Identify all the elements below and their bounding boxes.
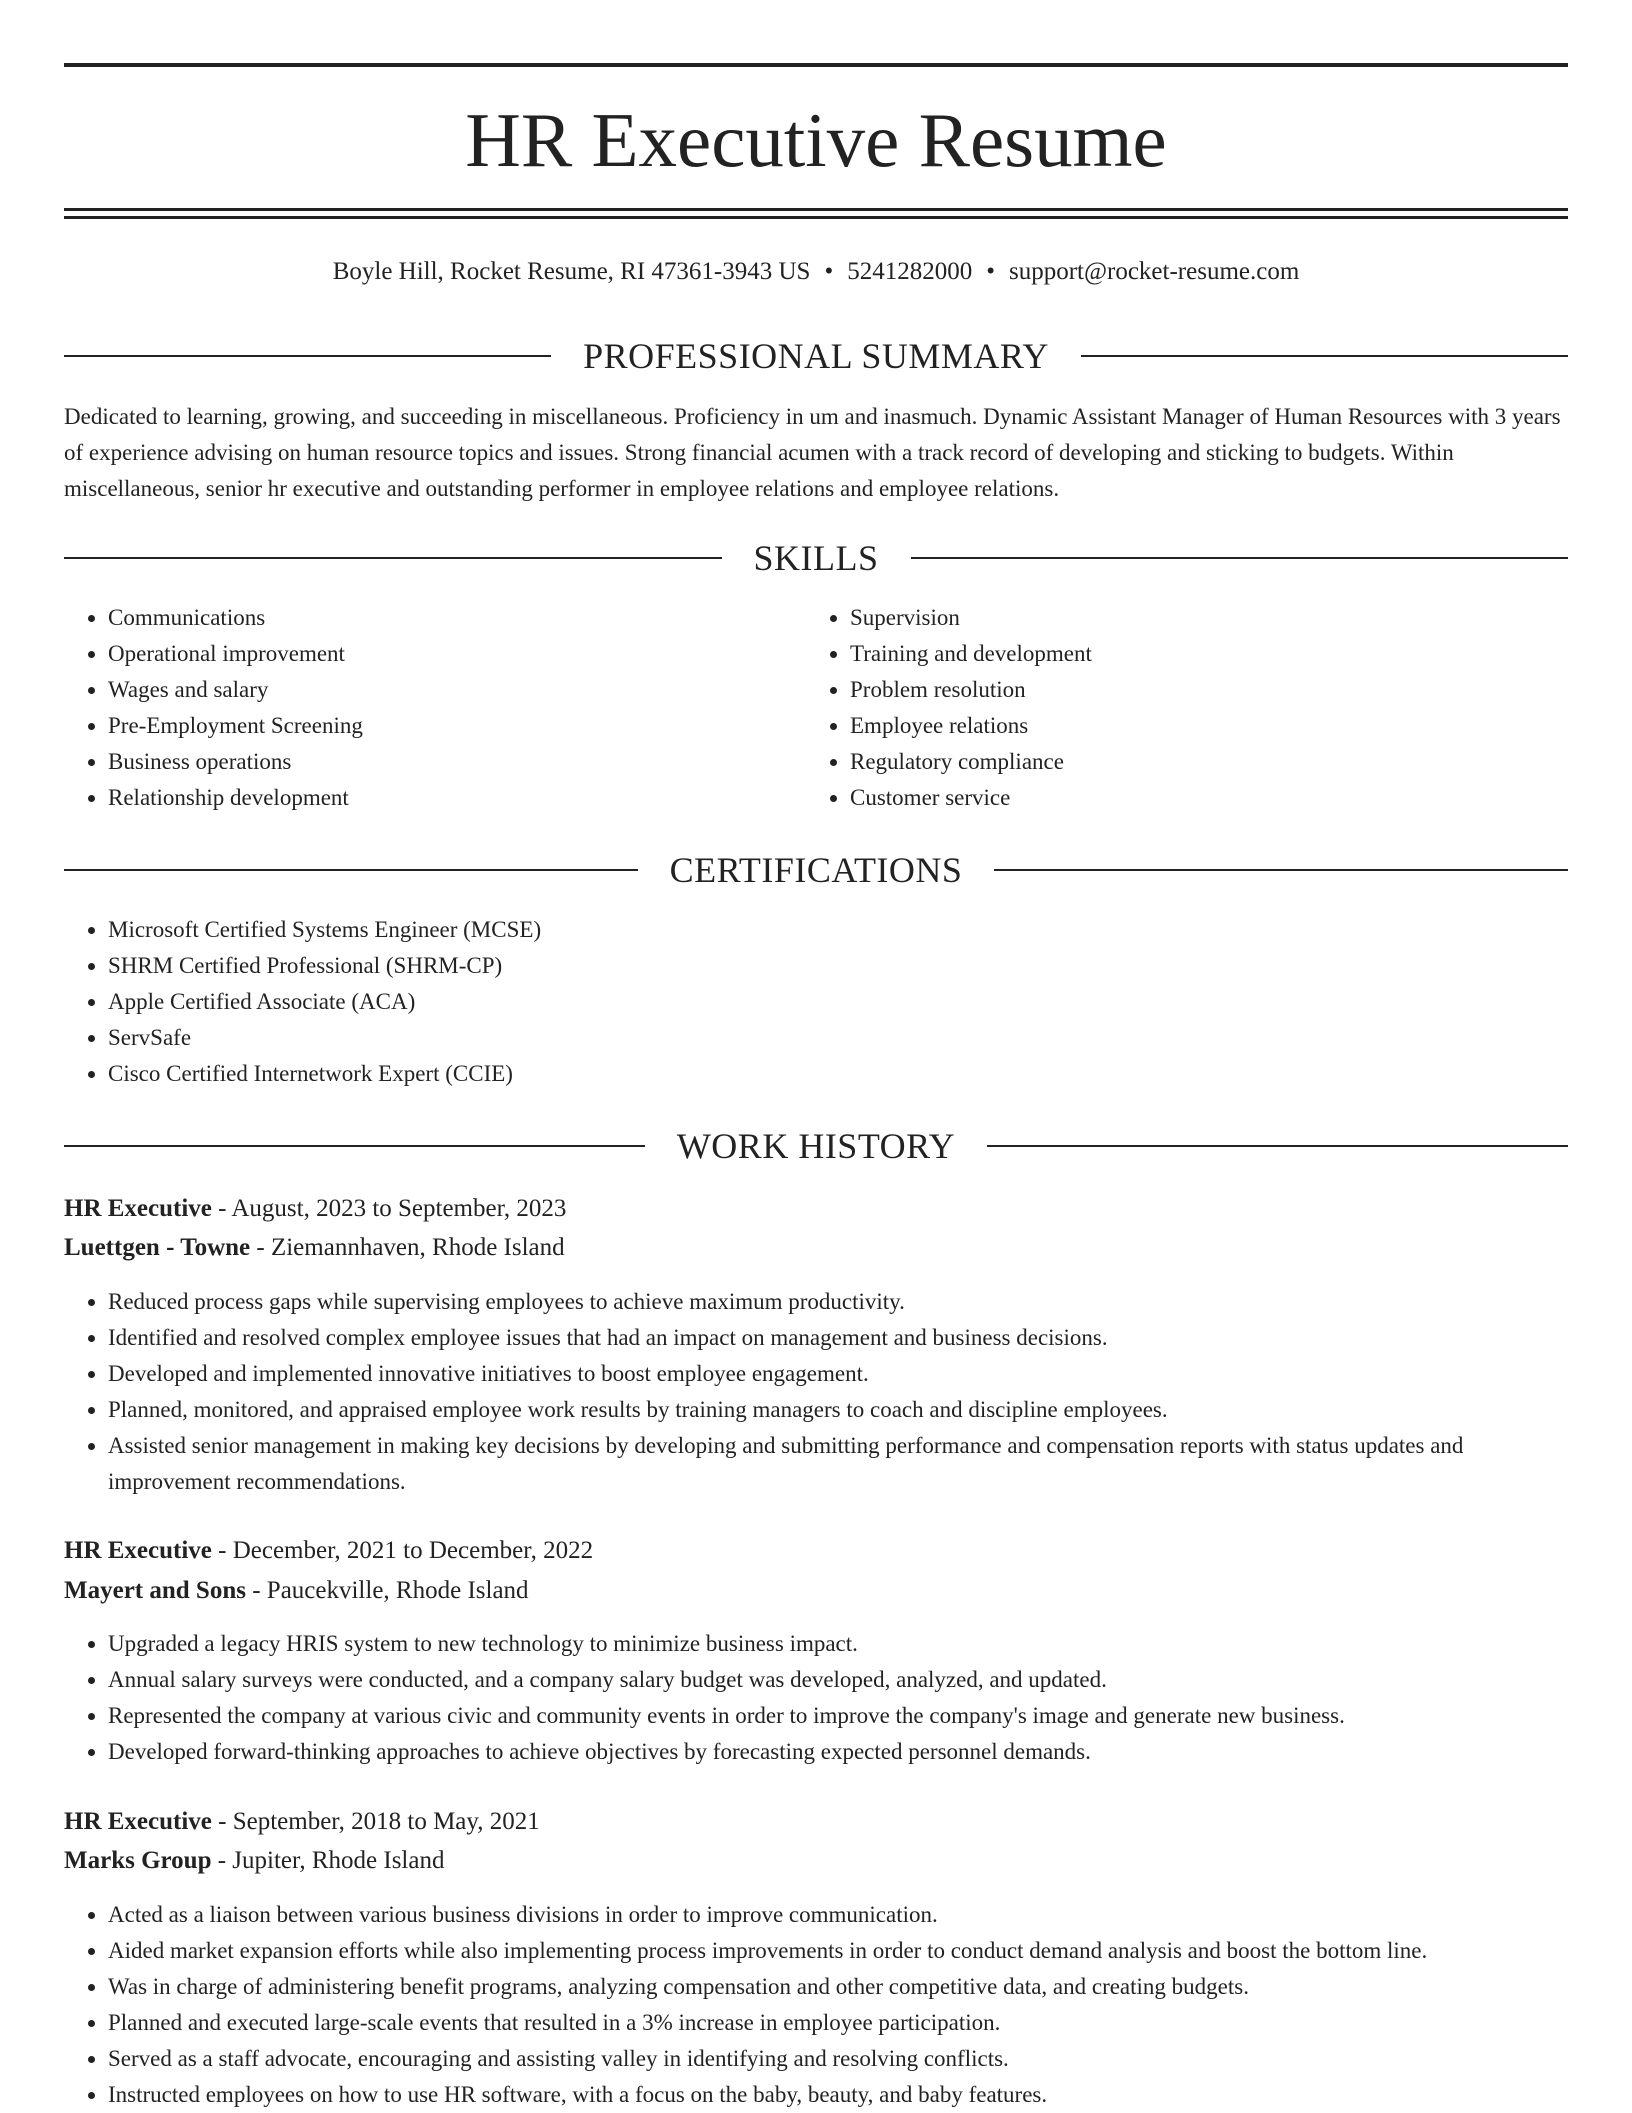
job-bullet-item: • Developed and implemented innovative initiatives to boost employee engagement. [108,1356,1568,1392]
contact-address: Boyle Hill, Rocket Resume, RI 47361-3943 US [332,258,811,285]
title-double-rule [64,208,1568,219]
job-title: HR Executive [64,1195,212,1222]
skills-list-left [64,600,788,816]
job-company-line [64,1230,1568,1266]
contact-line [64,255,1568,289]
job-bullet-item: • Aided market expansion efforts while also implementing process improvements in order to conduct demand analysis and boost the bottom line. [108,1933,1568,1969]
work-history-heading [64,1124,1568,1168]
contact-separator: • [824,258,834,285]
contact-separator: • [986,258,995,285]
job-bullets [64,1897,1568,2113]
job-location: - Ziemannhaven, Rhode Island [250,1234,565,1261]
skill-item: • Regulatory compliance [850,744,1550,780]
summary-heading [64,334,1568,378]
top-rule [64,63,1568,67]
skill-item: • Customer service [850,780,1550,816]
skill-item: • Communications [108,600,788,636]
heading-rule [911,557,1569,559]
job-bullet-item: • Served as a staff advocate, encouraging and assisting valley in identifying and resolving conflicts. [108,2041,1568,2077]
skill-item: • Employee relations [850,708,1550,744]
section-title: SKILLS [753,538,879,578]
job-bullets [64,1626,1568,1770]
job-bullet-item: • Annual salary surveys were conducted, and a company salary budget was developed, analyzed, and updated. [108,1662,1568,1698]
certification-item: • ServSafe [108,1020,1568,1056]
heading-rule [64,557,722,559]
heading-rule [987,1145,1568,1147]
skill-item: • Business operations [108,744,788,780]
job-bullet-item: • Instructed employees on how to use HR software, with a focus on the baby, beauty, and baby features. [108,2077,1568,2113]
skill-item: • Problem resolution [850,672,1550,708]
skills-heading [64,536,1568,580]
job-dates: - August, 2023 to September, 2023 [211,1195,567,1222]
certification-item: • Microsoft Certified Systems Engineer (MCSE) [108,912,1568,948]
section-title: CERTIFICATIONS [669,850,963,890]
job-bullet-item: • Upgraded a legacy HRIS system to new technology to minimize business impact. [108,1626,1568,1662]
certification-item: • SHRM Certified Professional (SHRM-CP) [108,948,1568,984]
job-dates: - September, 2018 to May, 2021 [211,1808,540,1835]
job-location: - Jupiter, Rhode Island [211,1847,445,1874]
job-bullet-item: • Identified and resolved complex employee issues that had an impact on management and business decisions. [108,1320,1568,1356]
job-title-line [64,1191,1568,1227]
contact-phone: 5241282000 [847,258,973,285]
job-company: Marks Group [64,1847,212,1874]
resume-title: HR Executive Resume [465,97,1167,183]
section-title: PROFESSIONAL SUMMARY [583,336,1049,376]
section-title: WORK HISTORY [676,1126,956,1166]
contact-email[interactable]: support@rocket-resume.com [1008,258,1300,285]
job-location: - Paucekville, Rhode Island [245,1577,529,1604]
job-bullet-item: • Developed forward-thinking approaches to achieve objectives by forecasting expected personnel demands. [108,1734,1568,1770]
job-title: HR Executive [64,1808,212,1835]
job-company-line [64,1573,1568,1609]
heading-rule [64,1145,645,1147]
job-title: HR Executive [64,1537,212,1564]
skill-item: • Wages and salary [108,672,788,708]
job-dates: - December, 2021 to December, 2022 [211,1537,594,1564]
certifications-heading [64,848,1568,892]
certifications-list [64,912,1568,1092]
summary-text: Dedicated to learning, growing, and succeeding in miscellaneous. Proficiency in um and inasmuch. Dynamic Assistant Manager of Human Resources with 3 years of experience advising on human resource topics and issues. Strong financial acumen with a track record of developing and sticking to budgets. Within miscellaneous, senior hr executive and outstanding performer in employee relations and employee relations. [64,404,1561,501]
job-bullet-item: • Represented the company at various civic and community events in order to improve the company's image and generate new business. [108,1698,1568,1734]
heading-rule [994,869,1568,871]
heading-rule [64,355,551,357]
job-company-line [64,1843,1568,1879]
certification-item: • Cisco Certified Internetwork Expert (CCIE) [108,1056,1568,1092]
skill-item: • Relationship development [108,780,788,816]
job-bullet-item: • Planned and executed large-scale events that resulted in a 3% increase in employee participation. [108,2005,1568,2041]
heading-rule [64,869,638,871]
job-bullets [64,1284,1568,1500]
job-title-line [64,1804,1568,1840]
job-bullet-item: • Planned, monitored, and appraised employee work results by training managers to coach and discipline employees. [108,1392,1568,1428]
skill-item: • Pre-Employment Screening [108,708,788,744]
job-bullet-item: • Reduced process gaps while supervising employees to achieve maximum productivity. [108,1284,1568,1320]
job-bullet-item: • Was in charge of administering benefit programs, analyzing compensation and other competitive data, and creating budgets. [108,1969,1568,2005]
job-company: Luettgen - Towne [64,1234,251,1261]
skill-item: • Training and development [850,636,1550,672]
heading-rule [1081,355,1568,357]
skills-list-right [806,600,1550,816]
job-company: Mayert and Sons [64,1577,246,1604]
job-bullet-item: • Acted as a liaison between various business divisions in order to improve communication. [108,1897,1568,1933]
certification-item: • Apple Certified Associate (ACA) [108,984,1568,1020]
skill-item: • Operational improvement [108,636,788,672]
job-title-line [64,1533,1568,1569]
job-bullet-item: • Assisted senior management in making key decisions by developing and submitting performance and compensation reports with status updates and improvement recommendations. [108,1428,1568,1500]
skill-item: • Supervision [850,600,1550,636]
